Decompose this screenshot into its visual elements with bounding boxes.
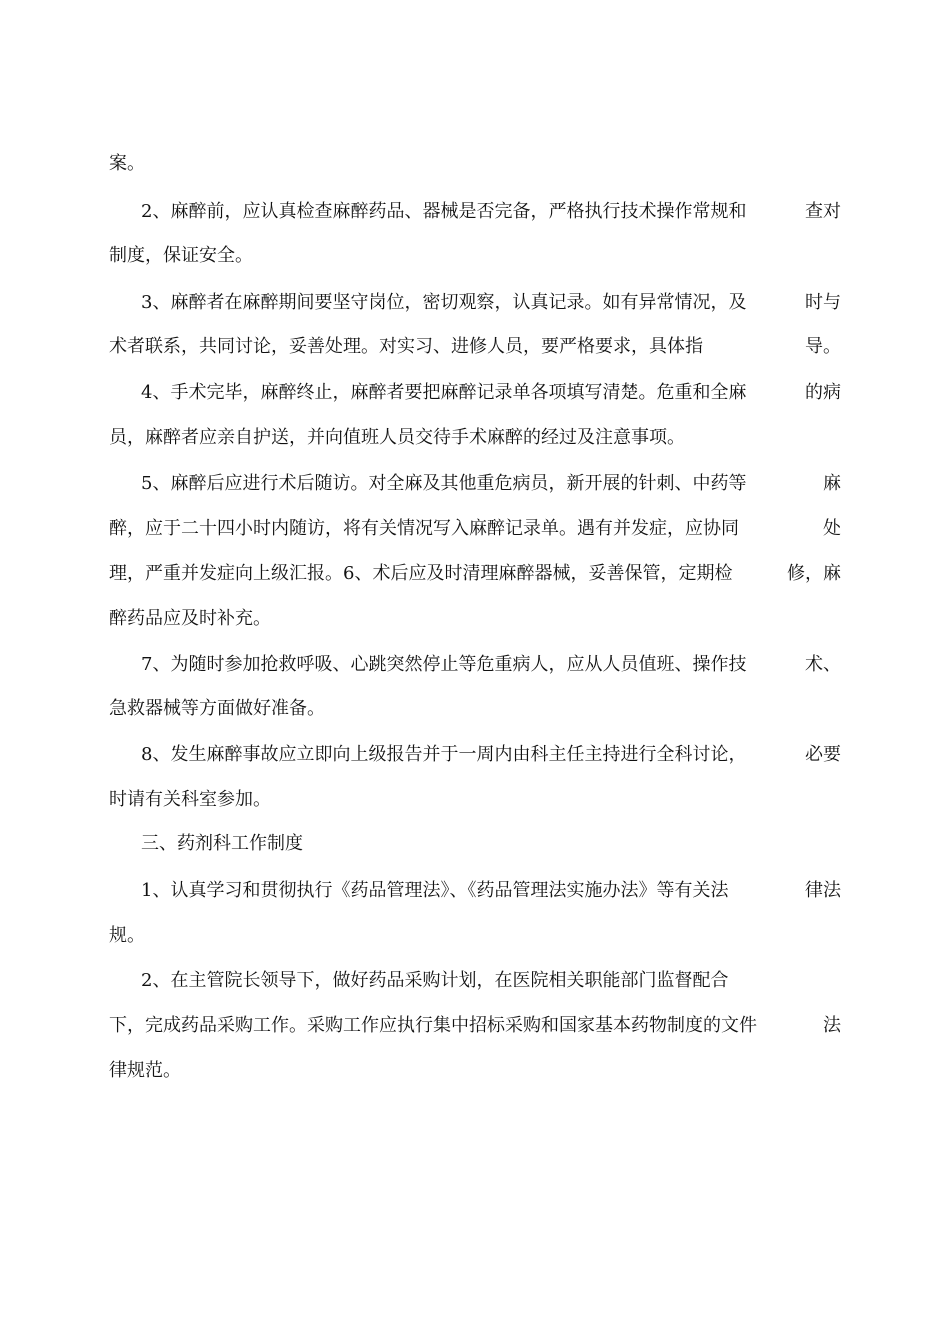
text-line bbox=[109, 607, 841, 631]
text-line bbox=[141, 381, 841, 405]
text-line bbox=[109, 335, 841, 359]
text-segment: 处 bbox=[823, 518, 841, 539]
text-segment: 律规范。 bbox=[109, 1060, 181, 1081]
text-segment: 8、发生麻醉事故应立即向上级报告并于一周内由科主任主持进行全科讨论， bbox=[141, 744, 747, 765]
text-line bbox=[109, 426, 841, 450]
text-segment: 急救器械等方面做好准备。 bbox=[109, 698, 325, 719]
text-segment: 醉，应于二十四小时内随访，将有关情况写入麻醉记录单。遇有并发症，应协同 bbox=[109, 518, 739, 539]
text-segment: 三、药剂科工作制度 bbox=[141, 833, 303, 854]
text-segment: 时与 bbox=[805, 292, 841, 313]
text-segment: 必要 bbox=[805, 744, 841, 765]
text-segment: 修，麻 bbox=[787, 563, 841, 584]
text-line bbox=[141, 743, 841, 767]
text-segment: 理，严重并发症向上级汇报。6、术后应及时清理麻醉器械，妥善保管，定期检 bbox=[109, 563, 733, 584]
text-segment: 醉药品应及时补充。 bbox=[109, 608, 271, 629]
text-line bbox=[141, 879, 841, 903]
text-segment: 5、麻醉后应进行术后随访。对全麻及其他重危病员，新开展的针刺、中药等 bbox=[141, 473, 747, 494]
text-segment: 案。 bbox=[109, 153, 145, 174]
text-line bbox=[141, 200, 841, 224]
text-line bbox=[109, 924, 841, 948]
text-segment: 律法 bbox=[805, 880, 841, 901]
text-line bbox=[109, 562, 841, 586]
text-segment: 法 bbox=[823, 1015, 841, 1036]
text-line bbox=[109, 244, 841, 268]
text-segment: 3、麻醉者在麻醉期间要坚守岗位，密切观察，认真记录。如有异常情况，及 bbox=[141, 292, 747, 313]
text-segment: 下，完成药品采购工作。采购工作应执行集中招标采购和国家基本药物制度的文件 bbox=[109, 1015, 757, 1036]
text-line bbox=[141, 969, 841, 993]
text-segment: 2、在主管院长领导下，做好药品采购计划，在医院相关职能部门监督配合 bbox=[141, 970, 729, 991]
text-segment: 1、认真学习和贯彻执行《药品管理法》、《药品管理法实施办法》等有关法 bbox=[141, 880, 729, 901]
text-line bbox=[109, 1059, 841, 1083]
text-segment: 时请有关科室参加。 bbox=[109, 789, 271, 810]
text-line bbox=[109, 517, 841, 541]
text-segment: 术者联系，共同讨论，妥善处理。对实习、进修人员，要严格要求，具体指 bbox=[109, 336, 703, 357]
section-heading bbox=[141, 832, 841, 856]
text-segment: 术、 bbox=[805, 654, 841, 675]
text-segment: 麻 bbox=[823, 473, 841, 494]
text-segment: 规。 bbox=[109, 925, 145, 946]
text-line bbox=[109, 788, 841, 812]
text-line bbox=[109, 1014, 841, 1038]
text-segment: 7、为随时参加抢救呼吸、心跳突然停止等危重病人，应从人员值班、操作技 bbox=[141, 654, 747, 675]
text-segment: 制度，保证安全。 bbox=[109, 245, 253, 266]
text-segment: 的病 bbox=[805, 382, 841, 403]
text-segment: 2、麻醉前，应认真检查麻醉药品、器械是否完备，严格执行技术操作常规和 bbox=[141, 201, 747, 222]
text-segment: 员，麻醉者应亲自护送，并向值班人员交待手术麻醉的经过及注意事项。 bbox=[109, 427, 685, 448]
text-line bbox=[141, 653, 841, 677]
text-segment: 导。 bbox=[805, 336, 841, 357]
text-line bbox=[141, 472, 841, 496]
text-segment: 查对 bbox=[805, 201, 841, 222]
text-line bbox=[109, 152, 841, 176]
text-segment: 4、手术完毕，麻醉终止，麻醉者要把麻醉记录单各项填写清楚。危重和全麻 bbox=[141, 382, 747, 403]
text-line bbox=[109, 697, 841, 721]
text-line bbox=[141, 291, 841, 315]
